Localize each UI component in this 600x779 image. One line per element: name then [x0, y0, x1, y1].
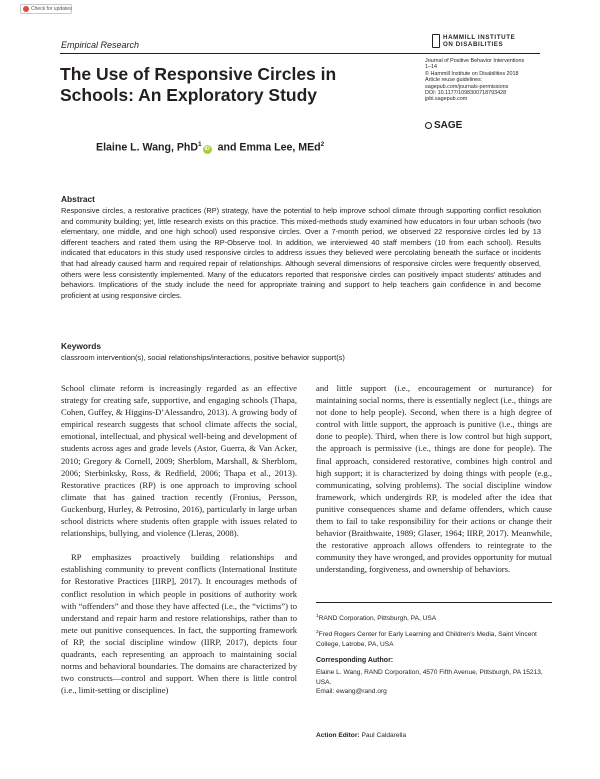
author-1-affiliation: 1: [198, 141, 202, 148]
affiliation-1: [316, 612, 552, 624]
affiliation-1-marker: 1: [316, 614, 319, 619]
copyright: © Hammill Institute on Disabilities 2018: [425, 70, 519, 77]
journal-info: [425, 58, 575, 103]
action-editor-name: Paul Caldarella: [361, 732, 407, 739]
sage-label: SAGE: [434, 120, 463, 131]
sage-logo: [425, 120, 462, 131]
publisher-logo: [432, 34, 515, 48]
abstract-heading: Abstract: [61, 194, 95, 204]
action-editor: [316, 732, 406, 739]
author-2-affiliation: 2: [320, 141, 325, 148]
author-2: and Emma Lee, MEd: [214, 141, 321, 154]
keywords-heading: Keywords: [61, 341, 102, 351]
paragraph: and little support (i.e., encouragement or nurturance) for maintaining social norms, there is essentially neglect (i.e., things are not done to help people). Second, when there is a high degree of control with little support, the approach is punitive (i.e., things are done to people). Third, when there is low control but high support, the approach is permissive (i.e., things are done for people). The final approach, considered restorative, combines high control and high support; it is characterized by doing things with people (e.g., communicating, solving problems). The social discipline window framework, which undergirds RP, is modeled after the idea that punitive consequences shame and defame offenders, which cause them to fail to take responsibility for their actions or change their behavior (Braithwaite, 1989; Glaser, 1964; IIRP, 2017). Meanwhile, the restorative approach allows offenders to reintegrate to the community they have wronged, and provides opportunity for mutual understanding, forgiveness, and ownership of behaviors.: [316, 383, 552, 575]
sage-ring-icon: [425, 122, 432, 129]
affiliation-2-marker: 2: [316, 630, 319, 635]
publisher-line-1: HAMMILL INSTITUTE: [443, 34, 516, 41]
doi[interactable]: DOI: 10.1177/1098300718793428: [425, 90, 507, 97]
publisher-line-2: ON DISABILITIES: [443, 41, 504, 48]
header-divider: [60, 53, 540, 54]
author-line: [96, 141, 324, 154]
corresponding-author-heading: Corresponding Author:: [316, 657, 394, 664]
permissions-link[interactable]: sagepub.com/journals-permissions: [425, 83, 509, 90]
article-title: The Use of Responsive Circles in Schools: An Exploratory Study: [60, 64, 337, 105]
corresponding-author-address: Elaine L. Wang, RAND Corporation, 4570 Fifth Avenue, Pittsburgh, PA 15213, USA.: [316, 669, 543, 686]
corresponding-author-email[interactable]: Email: ewang@rand.org: [316, 688, 387, 696]
orcid-icon[interactable]: iD: [204, 145, 210, 152]
check-for-updates-label: Check for updates: [31, 6, 72, 12]
journal-name: Journal of Positive Behavior Interventions: [425, 58, 525, 64]
hammill-logo-icon: [432, 34, 440, 48]
action-editor-label: Action Editor:: [316, 732, 360, 739]
check-for-updates-badge[interactable]: [20, 4, 72, 14]
affiliation-1-text: RAND Corporation, Pittsburgh, PA, USA: [318, 615, 437, 623]
page-range: 1–14: [425, 64, 437, 71]
corresponding-author-details: [316, 668, 552, 697]
abstract-text: Responsive circles, a restorative practices (RP) strategy, have the potential to help improve school climate through supporting conflict resolution and community building; yet, little research exists on this practice. This mixed-methods study examined how educators in four urban schools (two elementary, one middle, and one high school) used responsive circles. Over a 7-month period, we observed 22 responsive circles led by 13 different teachers and rated them using the RP-Observe tool. In addition, we interviewed 40 staff members (10 from each school). Results indicated that educators in this study used responsive circles to address issues they believed were percolating beneath the surface or incidents that had already caused harm and required repair of relationships. Although several dimensions of responsive circles were frequently observed, others were less consistently implemented. Many of the educators reported that responsive circles can positively impact students’ attitudes and behaviors. Implications of the study include the need for appropriate training and support to help teachers gain confidence in and become proficient at using responsive circles.: [61, 206, 541, 300]
body-column-left: [61, 382, 297, 696]
update-icon: [23, 6, 29, 12]
body-column-right: [316, 382, 552, 576]
journal-url[interactable]: jpbi.sagepub.com: [425, 96, 468, 103]
keywords-text: classroom intervention(s), social relationships/interactions, positive behavior support(s): [61, 353, 345, 362]
paragraph: RP emphasizes proactively building relationships and establishing community to prevent conflicts (International Institute for Restorative Practices [IIRP], 2017). It encourages methods of conflict resolution in which people in positions of authority work with “offenders” and those they have affected (i.e., the “victims”) to understand and repair harm and restore relationships, rather than to mete out punitive consequences. In fact, the supporting framework of RP, the social discipline window (IIRP, 2017), depicts four quadrants, each representing an approach to maintaining social norms and behavioral boundaries. The domains are characterized by two constructs—control and support. When there is little control (i.e., limit-setting or discipline): [61, 552, 297, 696]
affiliation-2-text: Fred Rogers Center for Early Learning and Children’s Media, Saint Vincent College, Latrobe, PA, USA: [316, 631, 537, 648]
footnote-divider: [316, 602, 552, 603]
affiliation-2: [316, 628, 552, 650]
author-1: Elaine L. Wang, PhD: [96, 141, 199, 154]
reuse-guidelines: Article reuse guidelines:: [425, 77, 483, 84]
section-label: Empirical Research: [61, 40, 140, 50]
paragraph: School climate reform is increasingly regarded as an effective strategy for creating safe, supportive, and engaging schools (Thapa, Cohen, Guffey, & Higgins-D’Alessandro, 2013). A growing body of empirical research suggests that school climate affects the social, emotional, intellectual, and physical well-being and development of students across ages and grade levels (Astor, Guerra, & Van Acker, 2010; Gregory & Cornell, 2009; Sherblom, Marshall, & Sherblom, 2006; Sterbinksky, Ross, & Redfield, 2006; Thapa et al., 2013). Restorative practices (RP) is one approach to improving school climate that has gained traction recently (Fronius, Persson, Guckenburg, Hurley, & Petrosino, 2016), particularly in large urban school districts where students often grapple with issues related to relationships, bullying, and violence (Lleras, 2008).: [61, 383, 297, 539]
